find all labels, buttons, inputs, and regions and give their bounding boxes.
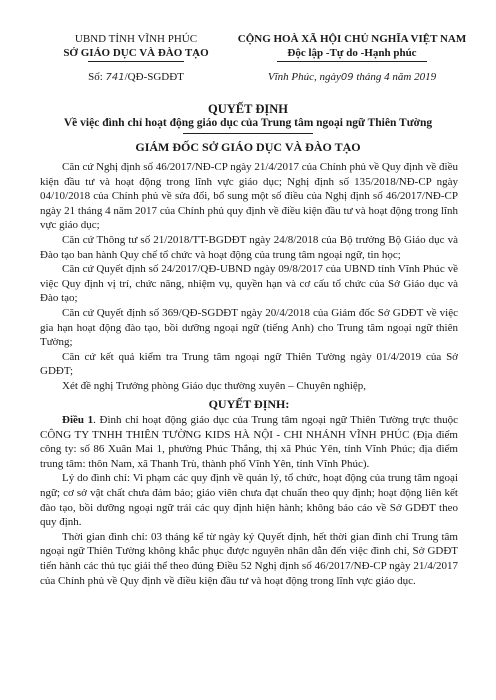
preamble-paragraph: Căn cứ Nghị định số 46/2017/NĐ-CP ngày 21/4/2017 của Chính phủ về Quy định về điều kiện đầu tư và hoạt động trong lĩnh vực giáo dục; Nghị định số 135/2018/NĐ-CP ngày 04/10/2018 của Chính phủ về sửa đổi, bổ sung một số điều của Nghị định số 46/2017/NĐ-CP ngày 21 tháng 4 năm 2017 của Chính phủ quy định về điều kiện đầu tư và hoạt động trong lĩnh vực giáo dục; bbox=[40, 161, 458, 232]
preamble-paragraph: Căn cứ Thông tư số 21/2018/TT-BGDĐT ngày 24/8/2018 của Bộ trưởng Bộ Giáo dục và Đào tạo ban hành Quy chế tổ chức và hoạt động của trung tâm ngoại ngữ, tin học; bbox=[40, 233, 458, 261]
subtitle-underline bbox=[183, 133, 313, 134]
article-1-text: . Đình chỉ hoạt động giáo dục của Trung tâm ngoại ngữ Thiên Tường trực thuộc CÔNG TY TNHH THIÊN TƯỜNG KIDS HÀ NỘI - CHI NHÁNH VĨNH PHÚC (Địa điểm công ty: số 86 Xuân Mai 1, phường Phúc Thắng, thị xã Phúc Yên, tỉnh Vĩnh Phúc; địa điểm trung tâm: thôn Nam, xã Thanh Trù, thành phố Vĩnh Yên, tỉnh Vĩnh Phúc). bbox=[40, 414, 459, 470]
nation-block bbox=[228, 32, 476, 85]
preamble-paragraph: Căn cứ Quyết định số 369/QĐ-SGDĐT ngày 20/4/2018 của Giám đốc Sở GDĐT về việc gia hạn hoạt động đào tạo, bồi dưỡng ngoại ngữ (tiếng Anh) cho Trung tâm ngoại ngữ thiên Tường; bbox=[40, 306, 458, 349]
date-day-handwritten: 09 bbox=[340, 72, 354, 83]
preamble-paragraph: Xét đề nghị Trưởng phòng Giáo dục thường xuyên – Chuyên nghiệp, bbox=[62, 379, 367, 392]
doc-number-prefix: Số: bbox=[88, 71, 103, 83]
preamble-paragraph: Căn cứ Quyết định số 24/2017/QĐ-UBND ngày 09/8/2017 của UBND tỉnh Vĩnh Phúc về việc Quy định vị trí, chức năng, nhiệm vụ, quyền hạn và cơ cấu tổ chức của Sở Giáo dục và Đào tạo; bbox=[40, 263, 458, 305]
issue-date bbox=[228, 70, 476, 85]
article-1 bbox=[40, 413, 458, 471]
article-1-label: Điều 1 bbox=[62, 414, 94, 427]
issuer-block bbox=[36, 32, 236, 85]
province-name: UBND TỈNH VĨNH PHÚC bbox=[74, 33, 198, 45]
department-underline bbox=[88, 61, 184, 62]
issuing-authority: GIÁM ĐỐC SỞ GIÁO DỤC VÀ ĐÀO TẠO bbox=[135, 140, 361, 154]
suspension-reasons: Lý do đình chỉ: Vi phạm các quy định về quản lý, tổ chức, hoạt động của trung tâm ngoại ngữ; cơ sở vật chất chưa đảm bảo; giáo viên chưa đạt chuẩn theo quy định; hoạt động liên kết đào tạo, bồi dưỡng ngoại ngữ trái các quy định hiện hành; không báo cáo về Sở GDĐT theo quy định. bbox=[40, 472, 458, 529]
decision-heading: QUYẾT ĐỊNH: bbox=[208, 396, 290, 411]
doc-number-handwritten: 741 bbox=[105, 72, 125, 83]
motto-underline bbox=[277, 61, 427, 62]
date-suffix: tháng 4 năm 2019 bbox=[356, 71, 437, 83]
document-number bbox=[36, 70, 236, 85]
date-prefix: Vĩnh Phúc, ngày bbox=[267, 71, 341, 83]
suspension-duration: Thời gian đình chỉ: 03 tháng kể từ ngày ký Quyết định, hết thời gian đình chỉ Trung tâm ngoại ngữ Thiên Tường không khắc phục được nguyên nhân dẫn đến việc đình chỉ, Sở GDĐT tiến hành các thủ tục giải thể theo đúng Điều 52 Nghị định số 46/2017/NĐ-CP ngày 21/4/2017 của Chính phủ về Quy định về điều kiện đầu tư và hoạt động trong lĩnh vực giáo dục. bbox=[40, 530, 458, 587]
document-title: QUYẾT ĐỊNH bbox=[208, 102, 288, 116]
national-motto: Độc lập -Tự do -Hạnh phúc bbox=[287, 47, 417, 59]
doc-number-suffix: /QĐ-SGDĐT bbox=[124, 71, 184, 83]
department-name: SỞ GIÁO DỤC VÀ ĐÀO TẠO bbox=[63, 47, 209, 59]
document-subtitle: Về việc đình chỉ hoạt động giáo dục của Trung tâm ngoại ngữ Thiên Tường bbox=[63, 117, 433, 129]
preamble-paragraph: Căn cứ kết quả kiểm tra Trung tâm ngoại ngữ Thiên Tường ngày 01/4/2019 của Sở GDĐT; bbox=[40, 350, 458, 378]
document-body bbox=[40, 160, 458, 588]
nation-name: CỘNG HOÀ XÃ HỘI CHỦ NGHĨA VIỆT NAM bbox=[237, 33, 467, 45]
